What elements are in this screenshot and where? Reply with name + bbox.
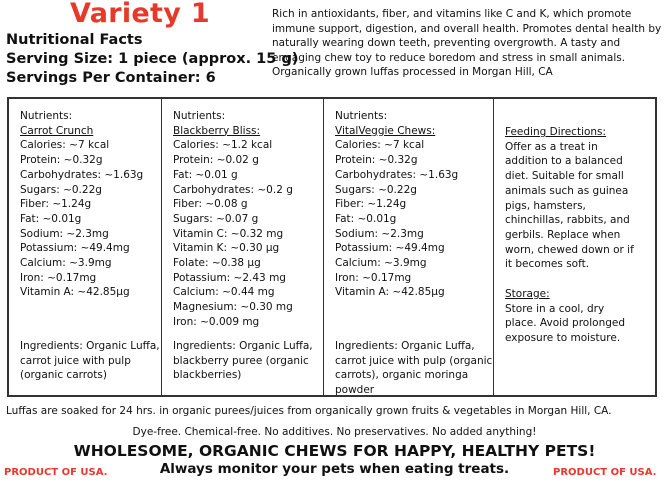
nutrient-list — [20, 138, 161, 300]
variety-name: VitalVeggie Chews: — [335, 124, 436, 137]
product-title: Variety 1 — [70, 0, 210, 29]
nutrient-row: Sodium: ~2.3mg — [20, 227, 109, 240]
nutrient-row: Fat: ~0.01g — [20, 212, 82, 225]
feeding-heading: Feeding Directions: — [505, 126, 607, 138]
storage-text: Store in a cool, dry place. Avoid prolonged exposure to moisture. — [505, 302, 626, 345]
nutrient-row: Calories: ~7 kcal — [20, 139, 110, 152]
ingredients: Ingredients: Organic Luffa, carrot juice with pulp (organic carrots) — [20, 340, 160, 382]
nutrient-row: Sugars: ~0.07 g — [173, 212, 259, 225]
safety-note: Always monitor your pets when eating treats. — [159, 461, 510, 477]
variety-name: Carrot Crunch — [20, 124, 94, 137]
nutrient-row: Protein: ~0.32g — [335, 154, 418, 167]
nutrients-label: Nutrients: — [20, 110, 73, 122]
dye-free-note: Dye-free. Chemical-free. No additives. No preservatives. No added anything! — [132, 426, 537, 438]
facts-heading: Nutritional Facts — [6, 32, 143, 48]
nutrient-row: Sugars: ~0.22g — [335, 183, 417, 196]
nutrient-row: Fiber: ~1.24g — [335, 198, 407, 211]
nutrient-row: Calcium: ~0.44 mg — [173, 286, 275, 299]
soak-note: Luffas are soaked for 24 hrs. in organic purees/juices from organically grown fruits & vegetables in Morgan Hill, CA. — [6, 405, 612, 417]
nutrients-label: Nutrients: — [335, 110, 388, 122]
nutrient-row: Protein: ~0.32g — [20, 154, 103, 167]
nutrient-list — [173, 138, 323, 329]
nutrient-row: Protein: ~0.02 g — [173, 154, 259, 167]
servings-per-container: Servings Per Container: 6 — [6, 70, 216, 86]
nutrition-table — [7, 97, 657, 397]
nutrient-row: Calories: ~1.2 kcal — [173, 139, 273, 152]
nutrient-row: Fiber: ~0.08 g — [173, 198, 248, 211]
ingredients: Ingredients: Organic Luffa, carrot juice with pulp (organic carrots), organic moringa powder — [335, 340, 493, 397]
nutrient-row: Carbohydrates: ~0.2 g — [173, 183, 293, 196]
tagline: WHOLESOME, ORGANIC CHEWS FOR HAPPY, HEALTHY PETS! — [73, 442, 596, 460]
nutrient-row: Folate: ~0.38 μg — [173, 257, 261, 270]
nutrient-row: Potassium: ~49.4mg — [20, 242, 130, 255]
nutrient-row: Iron: ~0.17mg — [335, 271, 412, 284]
ingredients: Ingredients: Organic Luffa, blackberry puree (organic blackberries) — [173, 340, 313, 382]
nutrient-row: Vitamin A: ~42.85μg — [20, 286, 130, 299]
column-directions — [494, 99, 655, 395]
serving-size: Serving Size: 1 piece (approx. 15 g) — [6, 51, 299, 67]
origin-label-right: PRODUCT OF USA. — [553, 467, 657, 478]
nutrient-row: Vitamin A: ~42.85μg — [335, 286, 445, 299]
column-blackberry-bliss — [162, 99, 324, 395]
nutrient-row: Fat: ~0.01 g — [173, 168, 238, 181]
nutrient-row: Carbohydrates: ~1.63g — [20, 168, 144, 181]
nutrient-row: Sodium: ~2.3mg — [335, 227, 424, 240]
nutrient-row: Iron: ~0.17mg — [20, 271, 97, 284]
nutrient-row: Sugars: ~0.22g — [20, 183, 102, 196]
feeding-text: Offer as a treat in addition to a balanced diet. Suitable for small animals such as guinea pigs, hamsters, chinchillas, rabbits, and gerbils. Replace when worn, chewed down or if it becomes soft. — [505, 140, 634, 271]
nutrient-row: Vitamin C: ~0.32 mg — [173, 227, 284, 240]
column-vitalveggie-chews — [324, 99, 494, 395]
nutrient-row: Calcium: ~3.9mg — [335, 257, 427, 270]
nutrient-row: Fat: ~0.01g — [335, 212, 397, 225]
nutrient-row: Fiber: ~1.24g — [20, 198, 92, 211]
column-carrot-crunch — [9, 99, 162, 395]
storage-heading: Storage: — [505, 288, 550, 301]
nutrient-row: Carbohydrates: ~1.63g — [335, 168, 459, 181]
nutrient-row: Calories: ~7 kcal — [335, 139, 425, 152]
nutrients-label: Nutrients: — [173, 110, 226, 122]
nutrient-list — [335, 138, 493, 300]
nutrition-facts-header — [6, 31, 298, 88]
benefits-description: Rich in antioxidants, fiber, and vitamins like C and K, which promote immune support, digestion, and overall health. Promotes dental health by naturally wearing down teeth, preventing overgrowth. A tasty and engaging chew toy to reduce boredom and stress in small animals. Organically grown luffas processed in Morgan Hill, CA — [272, 8, 662, 79]
nutrient-row: Potassium: ~2.43 mg — [173, 271, 286, 284]
origin-label-left: PRODUCT OF USA. — [4, 467, 108, 478]
nutrient-row: Calcium: ~3.9mg — [20, 257, 112, 270]
nutrient-row: Magnesium: ~0.30 mg — [173, 301, 293, 314]
variety-name: Blackberry Bliss: — [173, 124, 261, 137]
nutrient-row: Vitamin K: ~0.30 μg — [173, 242, 280, 255]
nutrient-row: Potassium: ~49.4mg — [335, 242, 445, 255]
nutrient-row: Iron: ~0.009 mg — [173, 315, 260, 328]
